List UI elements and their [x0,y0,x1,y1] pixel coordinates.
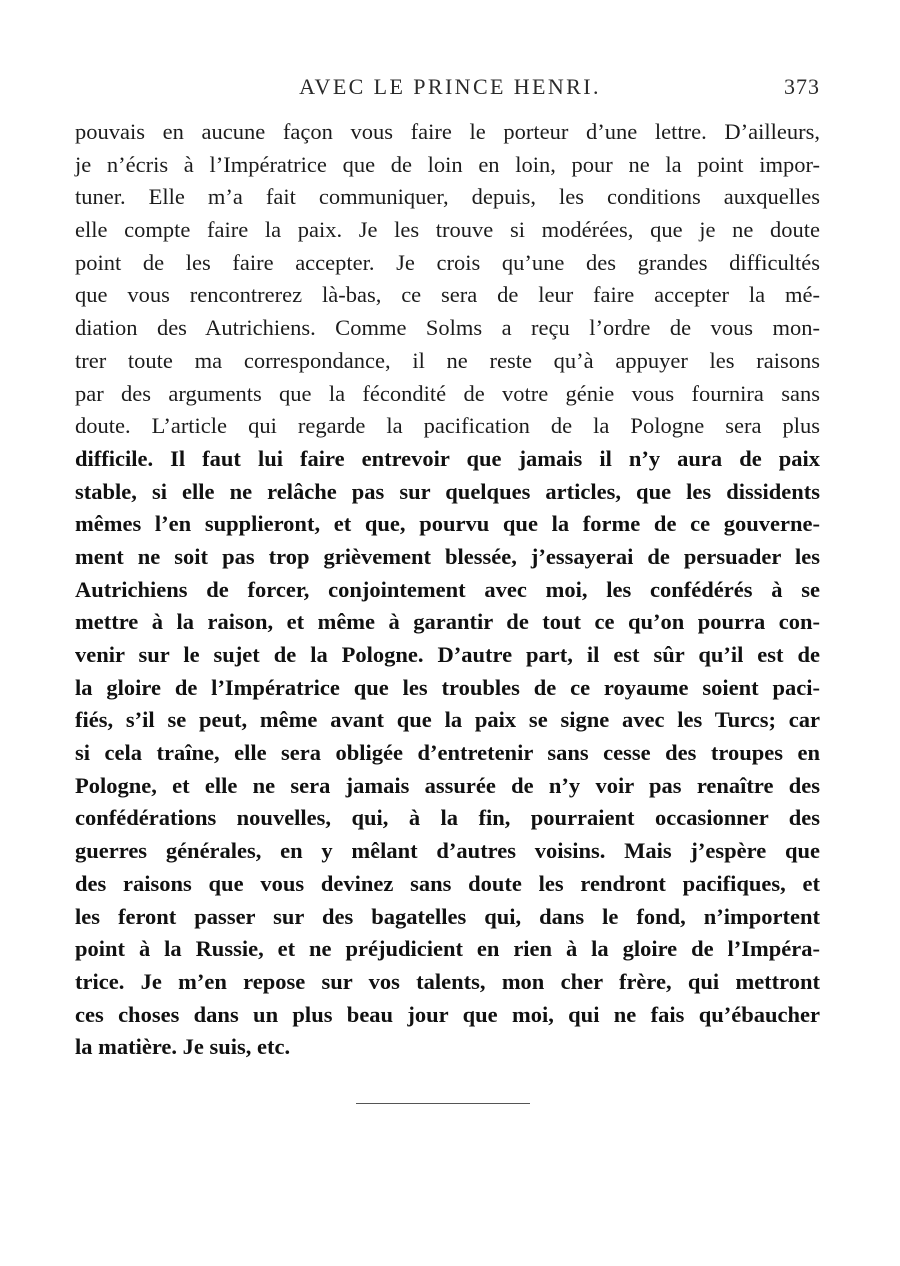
text-line: fiés, s’il se peut, même avant que la paix se signe avec les Turcs; car [75,707,820,733]
text-line: la gloire de l’Impératrice que les troubles de ce royaume soient paci- [75,674,820,700]
text-line: stable, si elle ne relâche pas sur quelques articles, que les dissidents [75,478,820,504]
page-number: 373 [784,74,820,99]
text-line: si cela traîne, elle sera obligée d’entretenir sans cesse des troupes en [75,740,820,766]
text-line: difficile. Il faut lui faire entrevoir que jamais il n’y aura de paix [75,445,820,471]
text-line: pouvais en aucune façon vous faire le porteur d’une lettre. D’ailleurs, [75,119,820,144]
running-title: AVEC LE PRINCE HENRI. [299,74,601,99]
running-head [0,74,900,104]
text-line: point à la Russie, et ne préjudicient en rien à la gloire de l’Impéra- [75,936,820,962]
text-line: je n’écris à l’Impératrice que de loin en loin, pour ne la point impor- [75,151,820,177]
text-line: les feront passer sur des bagatelles qui, dans le fond, n’importent [75,903,820,929]
text-line: point de les faire accepter. Je crois qu’une des grandes difficultés [75,249,820,275]
text-line: mêmes l’en supplieront, et que, pourvu que la forme de ce gouverne- [75,511,820,537]
section-rule [356,1103,530,1104]
text-line: trice. Je m’en repose sur vos talents, mon cher frère, qui mettront [75,968,820,994]
text-line: ment ne soit pas trop grièvement blessée, j’essayerai de persuader les [75,543,820,569]
text-line: confédérations nouvelles, qui, à la fin, pourraient occasionner des [75,805,820,831]
text-line: que vous rencontrerez là-bas, ce sera de leur faire accepter la mé- [75,282,820,308]
text-line: doute. L’article qui regarde la pacification de la Pologne sera plus [75,413,820,439]
text-line: elle compte faire la paix. Je les trouve si modérées, que je ne doute [75,217,820,243]
text-line: guerres générales, en y mêlant d’autres voisins. Mais j’espère que [75,838,820,864]
text-line: Autrichiens de forcer, conjointement avec moi, les confédérés à se [75,576,820,602]
text-line: des raisons que vous devinez sans doute les rendront pacifiques, et [75,870,820,896]
text-line: trer toute ma correspondance, il ne reste qu’à appuyer les raisons [75,347,820,373]
text-line: diation des Autrichiens. Comme Solms a reçu l’ordre de vous mon- [75,315,820,341]
body-text [75,116,820,1064]
text-line: ces choses dans un plus beau jour que moi, qui ne fais qu’ébaucher [75,1001,820,1027]
text-line: tuner. Elle m’a fait communiquer, depuis, les conditions auxquelles [75,184,820,210]
text-line: mettre à la raison, et même à garantir de tout ce qu’on pourra con- [75,609,820,635]
text-line: Pologne, et elle ne sera jamais assurée de n’y voir pas renaître des [75,772,820,798]
text-line: la matière. Je suis, etc. [75,1034,291,1060]
text-line: venir sur le sujet de la Pologne. D’autre part, il est sûr qu’il est de [75,642,820,667]
text-line: par des arguments que la fécondité de votre génie vous fournira sans [75,380,820,406]
